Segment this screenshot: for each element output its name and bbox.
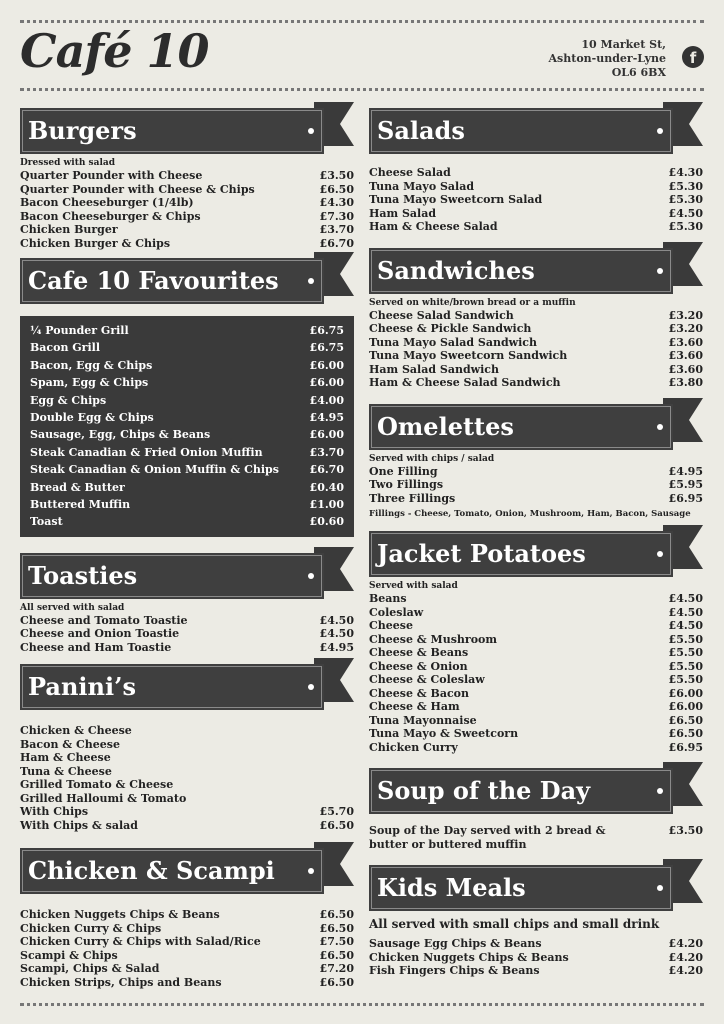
section-title: Kids Meals xyxy=(377,873,526,902)
banner-title-box xyxy=(369,108,673,154)
item-price: £3.60 xyxy=(668,335,703,349)
menu-item-row xyxy=(20,210,354,224)
section-kids xyxy=(369,865,703,978)
soup-line-1: Soup of the Day served with 2 bread & xyxy=(369,824,606,837)
item-name: Spam, Egg & Chips xyxy=(30,376,149,390)
menu-item-row xyxy=(369,309,703,323)
item-name: Bacon Cheeseburger (1/4lb) xyxy=(20,196,194,209)
item-name: Bread & Butter xyxy=(30,480,125,494)
menu-item-row xyxy=(369,376,703,390)
item-price: £6.95 xyxy=(668,491,703,505)
menu-item-row xyxy=(20,922,354,936)
favourites-panel xyxy=(20,316,354,537)
item-price: £5.30 xyxy=(668,193,703,206)
item-list xyxy=(20,614,354,655)
item-price: £3.80 xyxy=(668,376,703,389)
address-line-3: OL6 6BX xyxy=(611,66,666,79)
section-jacket xyxy=(369,531,703,754)
item-name: Cheese & Bacon xyxy=(369,686,469,700)
item-price: £6.50 xyxy=(319,182,354,196)
item-list xyxy=(20,908,354,989)
item-name: Coleslaw xyxy=(369,605,424,619)
item-name: Tuna Mayo Salad xyxy=(369,179,475,193)
item-price: £6.00 xyxy=(668,700,703,713)
menu-item-row xyxy=(369,714,703,728)
section-note: Served on white/brown bread or a muffin xyxy=(369,297,576,308)
banner-title-box xyxy=(20,848,324,894)
item-name: Bacon & Cheese xyxy=(20,737,120,751)
item-price: £5.50 xyxy=(668,632,703,646)
spacer xyxy=(369,154,703,166)
item-name: Tuna Mayo Sweetcorn Salad xyxy=(369,193,543,206)
item-price: £4.30 xyxy=(668,166,703,179)
item-price: £4.50 xyxy=(319,613,354,627)
item-name: Bacon Grill xyxy=(30,341,101,355)
item-price: £5.30 xyxy=(668,179,703,193)
item-price: £6.75 xyxy=(309,324,344,337)
menu-item-row xyxy=(20,724,354,738)
banner-paninis xyxy=(20,664,354,710)
item-price: £4.95 xyxy=(309,411,344,425)
banner-title-box xyxy=(369,865,673,911)
banner-favourites xyxy=(20,258,354,304)
menu-item-row xyxy=(369,207,703,221)
menu-item-row xyxy=(20,976,354,990)
section-note: Served with salad xyxy=(369,581,458,591)
menu-item-row xyxy=(30,496,344,513)
banner-salads xyxy=(369,108,703,154)
item-name: Ham Salad xyxy=(369,206,437,220)
menu-item-row xyxy=(369,592,703,606)
item-name: Chicken Curry & Chips with Salad/Rice xyxy=(20,935,261,949)
item-name: Cheese & Pickle Sandwich xyxy=(369,322,532,335)
bottom-divider xyxy=(20,1003,704,1006)
item-name: Cheese & Beans xyxy=(369,646,469,659)
menu-item-row xyxy=(20,765,354,779)
item-price: £6.70 xyxy=(309,463,344,477)
item-name: Three Fillings xyxy=(369,491,456,505)
item-price: £7.30 xyxy=(319,209,354,223)
menu-item-row xyxy=(369,322,703,336)
menu-item-row xyxy=(20,805,354,819)
banner-dot xyxy=(657,885,663,891)
menu-item-row xyxy=(369,492,703,506)
menu-item-row xyxy=(20,908,354,922)
menu-item-row xyxy=(369,951,703,965)
item-name: Egg & Chips xyxy=(30,393,107,407)
item-name: Toast xyxy=(30,515,63,529)
banner-title-box xyxy=(369,531,673,577)
address xyxy=(549,38,666,80)
item-price: £7.50 xyxy=(319,935,354,949)
item-name: Chicken Nuggets Chips & Beans xyxy=(20,908,220,922)
banner-dot xyxy=(308,278,314,284)
menu-item-row xyxy=(20,738,354,752)
banner-dot xyxy=(308,684,314,690)
item-name: Chicken Nuggets Chips & Beans xyxy=(369,950,569,964)
item-list xyxy=(369,166,703,234)
item-name: Ham Salad Sandwich xyxy=(369,362,499,376)
item-name: Fish Fingers Chips & Beans xyxy=(369,964,540,977)
section-paninis xyxy=(20,664,354,832)
spacer xyxy=(20,894,354,908)
item-price: £3.70 xyxy=(309,445,344,459)
item-name: Beans xyxy=(369,592,407,605)
item-name: Chicken Curry & Chips xyxy=(20,921,162,935)
item-price: £3.50 xyxy=(319,169,354,182)
item-name: With Chips xyxy=(20,805,89,819)
item-price: £6.00 xyxy=(309,376,344,390)
banner-dot xyxy=(657,424,663,430)
item-list xyxy=(30,322,344,531)
menu-item-row xyxy=(369,336,703,350)
item-price: £5.50 xyxy=(668,673,703,686)
section-chicken xyxy=(20,848,354,989)
item-list xyxy=(20,169,354,250)
menu-item-row xyxy=(20,223,354,237)
item-name: Cheese and Onion Toastie xyxy=(20,627,180,641)
item-price: £6.95 xyxy=(668,740,703,754)
item-price: £5.30 xyxy=(668,220,703,233)
menu-item-row xyxy=(369,180,703,194)
menu-item-row xyxy=(369,824,703,851)
item-name: Ham & Cheese Salad Sandwich xyxy=(369,376,561,389)
header-divider xyxy=(20,88,704,91)
item-name: ¼ Pounder Grill xyxy=(30,324,129,337)
menu-item-row xyxy=(369,700,703,714)
item-name: Chicken & Cheese xyxy=(20,724,132,738)
item-name: Bacon Cheeseburger & Chips xyxy=(20,209,201,223)
item-price: £4.20 xyxy=(668,964,703,977)
menu-item-row xyxy=(20,169,354,183)
item-name: Scampi & Chips xyxy=(20,948,118,962)
menu-item-row xyxy=(20,778,354,792)
section-title: Salads xyxy=(377,116,465,145)
section-salads xyxy=(369,108,703,234)
banner-chicken xyxy=(20,848,354,894)
banner-jacket xyxy=(369,531,703,577)
section-title: Chicken & Scampi xyxy=(28,856,275,886)
section-title: Sandwiches xyxy=(377,255,535,285)
menu-item-row xyxy=(369,606,703,620)
item-name: Cheese Salad xyxy=(369,166,451,179)
soup-line-2: butter or buttered muffin xyxy=(369,837,527,851)
item-name: Chicken Curry xyxy=(369,740,458,754)
item-name: Scampi, Chips & Salad xyxy=(20,962,160,976)
item-name: With Chips & salad xyxy=(20,818,138,832)
item-price: £6.00 xyxy=(309,358,344,372)
menu-item-row xyxy=(20,183,354,197)
banner-dot xyxy=(657,128,663,134)
address-line-1: 10 Market St, xyxy=(581,38,666,51)
menu-item-row xyxy=(30,374,344,391)
menu-item-row xyxy=(369,220,703,234)
item-price: £3.50 xyxy=(668,824,703,837)
address-line-2: Ashton-under-Lyne xyxy=(548,52,666,65)
item-name: Chicken Burger & Chips xyxy=(20,236,171,250)
banner-title-box xyxy=(20,553,324,599)
item-price: £6.00 xyxy=(668,686,703,700)
section-note: All served with salad xyxy=(20,602,125,613)
item-price: £4.30 xyxy=(319,196,354,209)
cafe-logo: Café 10 xyxy=(20,24,209,78)
item-price: £1.00 xyxy=(309,498,344,512)
banner-sandwiches xyxy=(369,248,703,294)
banner-title-box xyxy=(20,108,324,154)
item-list xyxy=(369,937,703,978)
menu-item-row xyxy=(369,633,703,647)
item-name: Double Egg & Chips xyxy=(30,411,154,425)
section-favourites xyxy=(20,258,354,537)
item-price: £4.50 xyxy=(319,627,354,641)
menu-item-row xyxy=(369,619,703,633)
menu-item-row xyxy=(20,935,354,949)
item-name: Grilled Halloumi & Tomato xyxy=(20,791,187,805)
item-name: Bacon, Egg & Chips xyxy=(30,358,153,372)
menu-item-row xyxy=(369,478,703,492)
spacer xyxy=(20,710,354,724)
item-price: £4.50 xyxy=(668,605,703,619)
item-price: £4.95 xyxy=(668,464,703,478)
section-burgers xyxy=(20,108,354,250)
item-price: £6.50 xyxy=(319,975,354,989)
item-name: Cheese & Onion xyxy=(369,659,468,673)
item-name: Ham & Cheese Salad xyxy=(369,220,498,233)
item-price: £3.60 xyxy=(668,362,703,376)
banner-dot xyxy=(657,551,663,557)
section-title: Omelettes xyxy=(377,411,514,441)
item-price: £4.00 xyxy=(309,393,344,407)
item-price: £7.20 xyxy=(319,962,354,976)
section-title: Toasties xyxy=(28,560,138,590)
item-price: £5.50 xyxy=(668,646,703,659)
menu-item-row xyxy=(30,339,344,356)
item-price: £4.50 xyxy=(668,592,703,605)
menu-item-row xyxy=(20,237,354,251)
item-name: Steak Canadian & Onion Muffin & Chips xyxy=(30,463,279,477)
item-price: £6.50 xyxy=(319,921,354,935)
menu-item-row xyxy=(369,673,703,687)
menu-item-row xyxy=(369,727,703,741)
section-title: Cafe 10 Favourites xyxy=(28,266,279,295)
banner-omelettes xyxy=(369,404,703,450)
section-title: Burgers xyxy=(28,116,137,145)
banner-soup xyxy=(369,768,703,814)
item-name: Cheese & Coleslaw xyxy=(369,673,485,686)
item-name: Cheese xyxy=(369,619,413,632)
item-name: Quarter Pounder with Cheese xyxy=(20,169,203,182)
menu-item-row xyxy=(30,322,344,339)
item-name: Cheese & Ham xyxy=(369,700,460,713)
banner-dot xyxy=(308,128,314,134)
menu-item-row xyxy=(20,819,354,833)
item-name: Quarter Pounder with Cheese & Chips xyxy=(20,182,255,196)
item-price: £0.40 xyxy=(309,480,344,494)
item-price: £3.20 xyxy=(668,322,703,335)
item-price: £6.75 xyxy=(309,341,344,355)
banner-burgers xyxy=(20,108,354,154)
item-price: £4.50 xyxy=(668,619,703,632)
item-name: Tuna Mayo Salad Sandwich xyxy=(369,335,537,349)
item-price: £4.20 xyxy=(668,950,703,964)
section-sandwiches xyxy=(369,248,703,390)
section-title: Soup of the Day xyxy=(377,776,591,805)
item-price: £6.70 xyxy=(319,236,354,250)
menu-item-row xyxy=(369,349,703,363)
item-name: Cheese & Mushroom xyxy=(369,632,498,646)
item-price: £3.60 xyxy=(668,349,703,362)
item-price: £5.70 xyxy=(319,805,354,819)
section-soup xyxy=(369,768,703,851)
menu-item-row xyxy=(20,641,354,655)
banner-dot xyxy=(657,268,663,274)
right-column xyxy=(369,100,703,986)
item-name: Cheese and Ham Toastie xyxy=(20,640,172,654)
menu-item-row xyxy=(20,627,354,641)
section-note: Dressed with salad xyxy=(20,158,116,168)
menu-item-row xyxy=(369,660,703,674)
banner-title-box xyxy=(369,404,673,450)
item-price: £4.50 xyxy=(668,206,703,220)
menu-item-row xyxy=(30,426,344,443)
item-price: £6.50 xyxy=(319,818,354,832)
item-price: £6.00 xyxy=(309,428,344,442)
banner-dot xyxy=(308,573,314,579)
item-list xyxy=(20,724,354,832)
menu-item-row xyxy=(20,614,354,628)
item-name: Two Fillings xyxy=(369,478,444,491)
banner-dot xyxy=(308,868,314,874)
section-note: All served with small chips and small drink xyxy=(369,917,660,931)
menu-item-row xyxy=(369,465,703,479)
menu-item-row xyxy=(369,687,703,701)
item-name: Tuna Mayonnaise xyxy=(369,713,477,727)
banner-title-box xyxy=(20,258,324,304)
item-name: Tuna & Cheese xyxy=(20,764,112,778)
banner-toasties xyxy=(20,553,354,599)
menu-item-row xyxy=(369,937,703,951)
item-price: £3.20 xyxy=(668,308,703,322)
menu-item-row xyxy=(30,392,344,409)
item-price: £0.60 xyxy=(309,515,344,529)
menu-item-row xyxy=(20,792,354,806)
item-name: One Filling xyxy=(369,464,438,478)
item-name: Tuna Mayo Sweetcorn Sandwich xyxy=(369,349,568,362)
facebook-icon[interactable]: f xyxy=(682,46,704,68)
item-price: £5.50 xyxy=(668,659,703,673)
menu-item-row xyxy=(369,166,703,180)
item-price: £6.50 xyxy=(668,713,703,727)
menu-item-row xyxy=(20,751,354,765)
item-name: Chicken Burger xyxy=(20,223,118,236)
item-name: Cheese and Tomato Toastie xyxy=(20,613,188,627)
spacer xyxy=(369,814,703,824)
menu-item-row xyxy=(369,964,703,978)
item-name: Cheese Salad Sandwich xyxy=(369,308,514,322)
menu-item-row xyxy=(30,513,344,530)
menu-item-row xyxy=(20,196,354,210)
item-price: £6.50 xyxy=(319,908,354,922)
item-list xyxy=(369,309,703,390)
item-list xyxy=(369,592,703,754)
item-name: Sausage, Egg, Chips & Beans xyxy=(30,428,211,442)
menu-item-row xyxy=(20,962,354,976)
item-name: Chicken Strips, Chips and Beans xyxy=(20,975,222,989)
item-list xyxy=(369,465,703,506)
menu-item-row xyxy=(20,949,354,963)
banner-title-box xyxy=(369,768,673,814)
item-name: Ham & Cheese xyxy=(20,751,111,765)
menu-item-row xyxy=(369,741,703,755)
item-price: £6.50 xyxy=(668,727,703,740)
menu-item-row xyxy=(30,479,344,496)
banner-dot xyxy=(657,788,663,794)
banner-title-box xyxy=(20,664,324,710)
menu-item-row xyxy=(30,461,344,478)
left-column xyxy=(20,100,354,997)
item-name: Buttered Muffin xyxy=(30,498,131,512)
menu-item-row xyxy=(30,409,344,426)
section-omelettes xyxy=(369,404,703,520)
menu-item-row xyxy=(369,363,703,377)
section-note: Served with chips / salad xyxy=(369,453,495,464)
item-price: £6.50 xyxy=(319,948,354,962)
menu-item-row xyxy=(369,193,703,207)
item-name: Steak Canadian & Fried Onion Muffin xyxy=(30,445,263,459)
item-price: £4.95 xyxy=(319,640,354,654)
section-title: Panini’s xyxy=(28,672,136,702)
menu-item-row xyxy=(30,357,344,374)
item-price: £4.20 xyxy=(668,937,703,950)
top-divider xyxy=(20,20,704,23)
menu-item-row xyxy=(30,444,344,461)
banner-title-box xyxy=(369,248,673,294)
section-toasties xyxy=(20,553,354,655)
section-title: Jacket Potatoes xyxy=(377,539,586,568)
menu-item-row xyxy=(369,646,703,660)
item-name: Sausage Egg Chips & Beans xyxy=(369,937,542,950)
item-price: £5.95 xyxy=(668,478,703,491)
fillings-note: Fillings - Cheese, Tomato, Onion, Mushroom, Ham, Bacon, Sausage xyxy=(369,509,691,519)
item-price: £3.70 xyxy=(319,223,354,236)
banner-kids xyxy=(369,865,703,911)
soup-description xyxy=(369,824,606,851)
item-name: Tuna Mayo & Sweetcorn xyxy=(369,727,519,740)
item-name: Grilled Tomato & Cheese xyxy=(20,778,174,792)
